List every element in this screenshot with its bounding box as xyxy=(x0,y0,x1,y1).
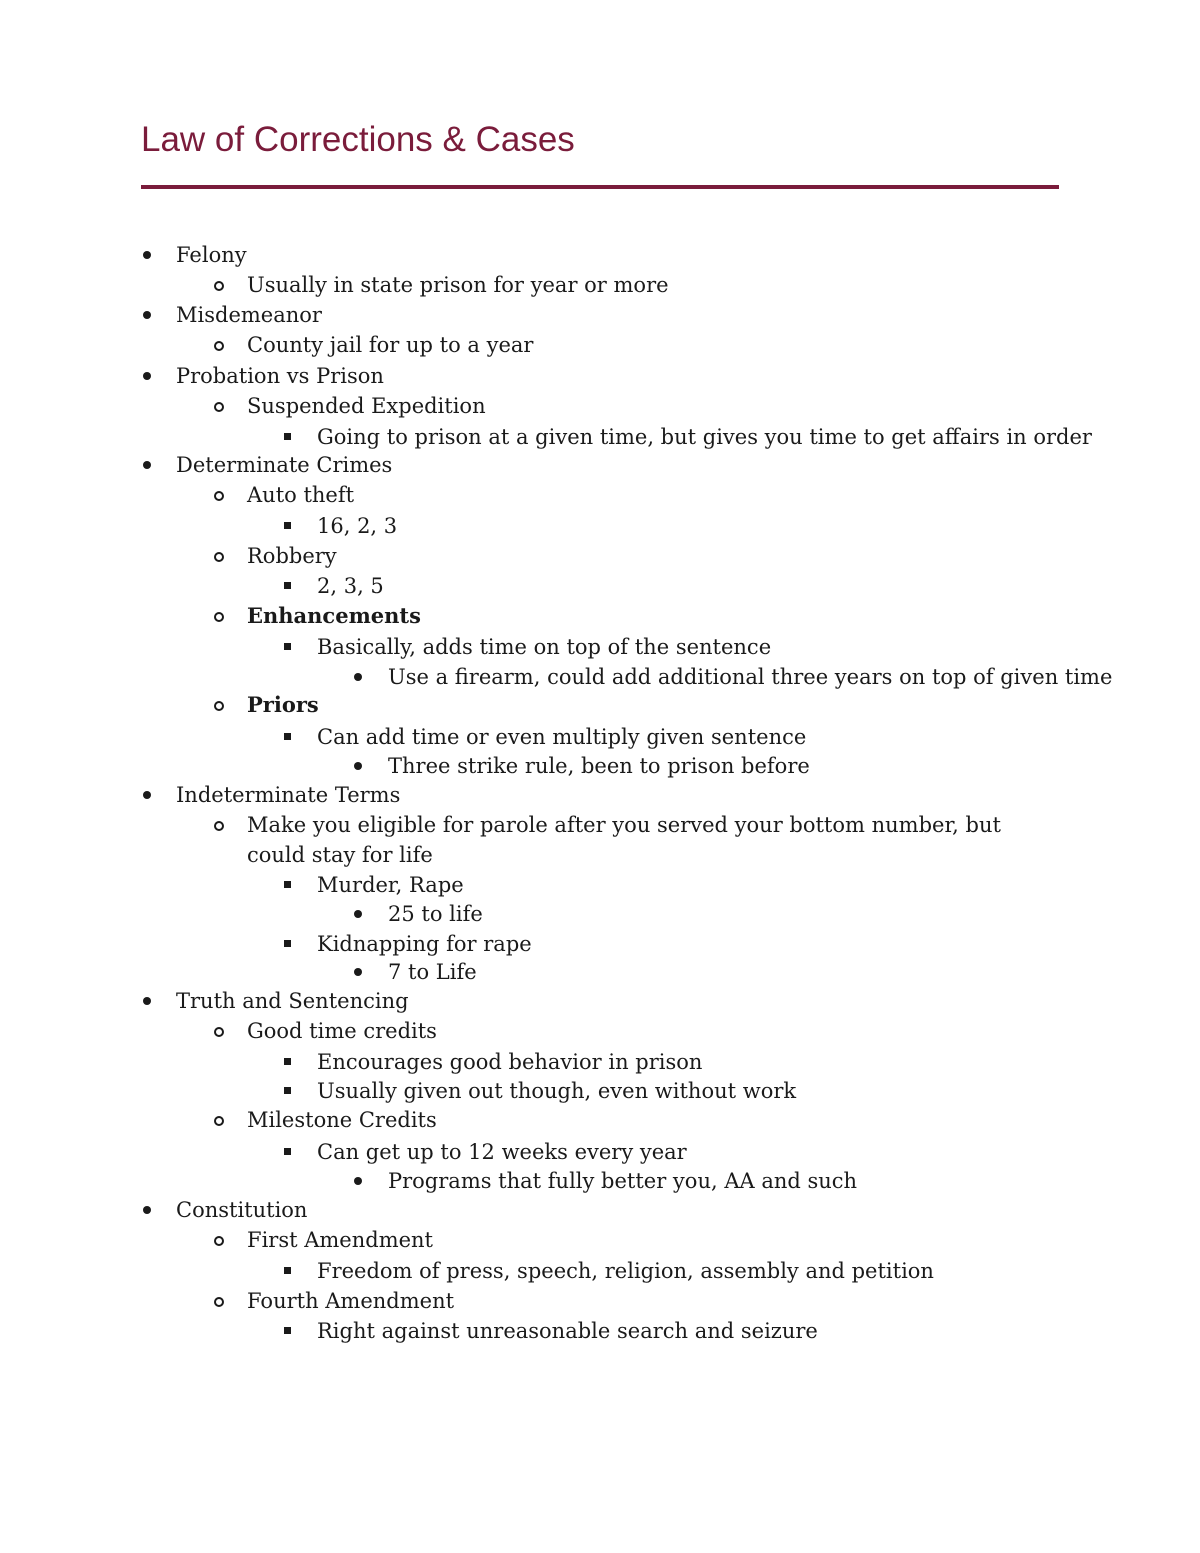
bullet-circle-icon xyxy=(214,701,224,711)
outline-item-text: Can add time or even multiply given sentence xyxy=(317,725,807,749)
outline-item-level-1 xyxy=(176,361,384,391)
outline-item-level-1 xyxy=(176,240,247,270)
outline-item-text: First Amendment xyxy=(247,1228,433,1252)
outline-item-text: County jail for up to a year xyxy=(247,333,534,357)
outline-item-level-2 xyxy=(247,541,337,571)
outline-item-level-2 xyxy=(247,1105,437,1135)
bullet-disc-icon xyxy=(143,997,151,1005)
outline-item-level-4 xyxy=(388,751,810,781)
outline-item-level-3 xyxy=(317,1047,702,1077)
bullet-circle-icon xyxy=(214,552,224,562)
outline-item-level-2 xyxy=(247,1225,433,1255)
outline-item-level-2 xyxy=(247,690,319,720)
outline-item-text: 25 to life xyxy=(388,902,483,926)
outline-item-level-2 xyxy=(247,1016,437,1046)
bullet-disc-icon xyxy=(143,372,151,380)
outline-item-text: Basically, adds time on top of the sentence xyxy=(317,635,772,659)
bullet-square-icon xyxy=(284,1148,291,1155)
outline-item-text: 2, 3, 5 xyxy=(317,574,384,598)
bullet-disc-icon xyxy=(143,461,151,469)
outline-item-text: Priors xyxy=(247,692,319,717)
bullet-disc-icon xyxy=(143,251,151,259)
outline-item-level-3 xyxy=(317,722,806,752)
outline-item-level-2 xyxy=(247,810,1060,870)
outline-item-level-2 xyxy=(247,601,421,631)
bullet-square-icon xyxy=(284,1267,291,1274)
outline-item-text: Freedom of press, speech, religion, assembly and petition xyxy=(317,1259,934,1283)
bullet-circle-icon xyxy=(214,1236,224,1246)
outline-item-text: Truth and Sentencing xyxy=(176,989,409,1013)
bullet-square-icon xyxy=(284,1327,291,1334)
outline-item-level-3 xyxy=(317,571,384,601)
outline-item-text: 7 to Life xyxy=(388,960,477,984)
bullet-disc-icon xyxy=(354,673,362,681)
bullet-disc-icon xyxy=(143,311,151,319)
outline-item-level-1 xyxy=(176,450,392,480)
outline-item-level-1 xyxy=(176,780,400,810)
outline-item-text: Murder, Rape xyxy=(317,873,464,897)
outline-item-text: Kidnapping for rape xyxy=(317,932,532,956)
outline-item-text: Indeterminate Terms xyxy=(176,783,401,807)
outline-item-level-2 xyxy=(247,480,354,510)
bullet-square-icon xyxy=(284,522,291,529)
outline-item-text: Robbery xyxy=(247,544,337,568)
outline-item-level-3 xyxy=(317,1256,934,1286)
outline-item-text: Encourages good behavior in prison xyxy=(317,1050,703,1074)
outline-item-level-2 xyxy=(247,1286,454,1316)
outline-item-level-3 xyxy=(317,1316,818,1346)
outline-item-text: 16, 2, 3 xyxy=(317,514,398,538)
outline-item-text: Right against unreasonable search and seizure xyxy=(317,1319,818,1343)
bullet-disc-icon xyxy=(354,762,362,770)
bullet-circle-icon xyxy=(214,821,224,831)
outline-item-level-3 xyxy=(317,1137,687,1167)
bullet-square-icon xyxy=(284,940,291,947)
bullet-circle-icon xyxy=(214,1027,224,1037)
outline-item-text: Can get up to 12 weeks every year xyxy=(317,1140,687,1164)
outline-item-level-4 xyxy=(388,1166,857,1196)
outline-item-text: Auto theft xyxy=(247,483,355,507)
outline-item-level-1 xyxy=(176,986,409,1016)
outline-item-level-3 xyxy=(317,511,397,541)
outline-item-level-3 xyxy=(317,632,771,662)
bullet-square-icon xyxy=(284,643,291,650)
document-title: Law of Corrections & Cases xyxy=(141,120,575,159)
outline-item-text: Programs that fully better you, AA and such xyxy=(388,1169,858,1193)
bullet-circle-icon xyxy=(214,402,224,412)
bullet-circle-icon xyxy=(214,491,224,501)
bullet-circle-icon xyxy=(214,1116,224,1126)
bullet-disc-icon xyxy=(354,968,362,976)
outline-item-text: Going to prison at a given time, but gives you time to get affairs in order xyxy=(317,425,1092,449)
outline-item-level-3 xyxy=(317,422,1092,452)
outline-item-level-4 xyxy=(388,957,477,987)
bullet-square-icon xyxy=(284,1087,291,1094)
outline-item-text: Good time credits xyxy=(247,1019,437,1043)
bullet-square-icon xyxy=(284,733,291,740)
outline-item-level-3 xyxy=(317,929,532,959)
outline-item-level-1 xyxy=(176,1195,307,1225)
outline-item-level-2 xyxy=(247,391,486,421)
outline-item-level-3 xyxy=(317,870,464,900)
outline-item-text: Three strike rule, been to prison before xyxy=(388,754,810,778)
outline-item-level-3 xyxy=(317,1076,796,1106)
outline-item-text: Usually given out though, even without work xyxy=(317,1079,797,1103)
outline-item-text: Enhancements xyxy=(247,603,421,628)
outline-item-text: Misdemeanor xyxy=(176,303,322,327)
outline-item-level-2 xyxy=(247,270,669,300)
bullet-square-icon xyxy=(284,433,291,440)
outline-item-text: Make you eligible for parole after you served your bottom number, but could stay for life xyxy=(247,813,1001,867)
outline-item-level-2 xyxy=(247,330,533,360)
bullet-disc-icon xyxy=(354,1177,362,1185)
bullet-disc-icon xyxy=(143,791,151,799)
bullet-circle-icon xyxy=(214,612,224,622)
bullet-circle-icon xyxy=(214,1297,224,1307)
bullet-square-icon xyxy=(284,1058,291,1065)
outline-item-text: Fourth Amendment xyxy=(247,1289,455,1313)
outline-item-text: Use a firearm, could add additional three years on top of given time xyxy=(388,665,1113,689)
bullet-circle-icon xyxy=(214,341,224,351)
outline-item-text: Milestone Credits xyxy=(247,1108,437,1132)
outline-item-level-4 xyxy=(388,899,483,929)
outline-item-level-4 xyxy=(388,662,1112,692)
bullet-square-icon xyxy=(284,582,291,589)
outline-item-text: Determinate Crimes xyxy=(176,453,393,477)
outline-item-text: Suspended Expedition xyxy=(247,394,486,418)
outline-item-text: Constitution xyxy=(176,1198,308,1222)
bullet-circle-icon xyxy=(214,281,224,291)
bullet-disc-icon xyxy=(354,910,362,918)
bullet-square-icon xyxy=(284,881,291,888)
outline-item-level-1 xyxy=(176,300,322,330)
outline-item-text: Usually in state prison for year or more xyxy=(247,273,669,297)
outline-item-text: Probation vs Prison xyxy=(176,364,384,388)
outline-item-text: Felony xyxy=(176,243,247,267)
bullet-disc-icon xyxy=(143,1206,151,1214)
